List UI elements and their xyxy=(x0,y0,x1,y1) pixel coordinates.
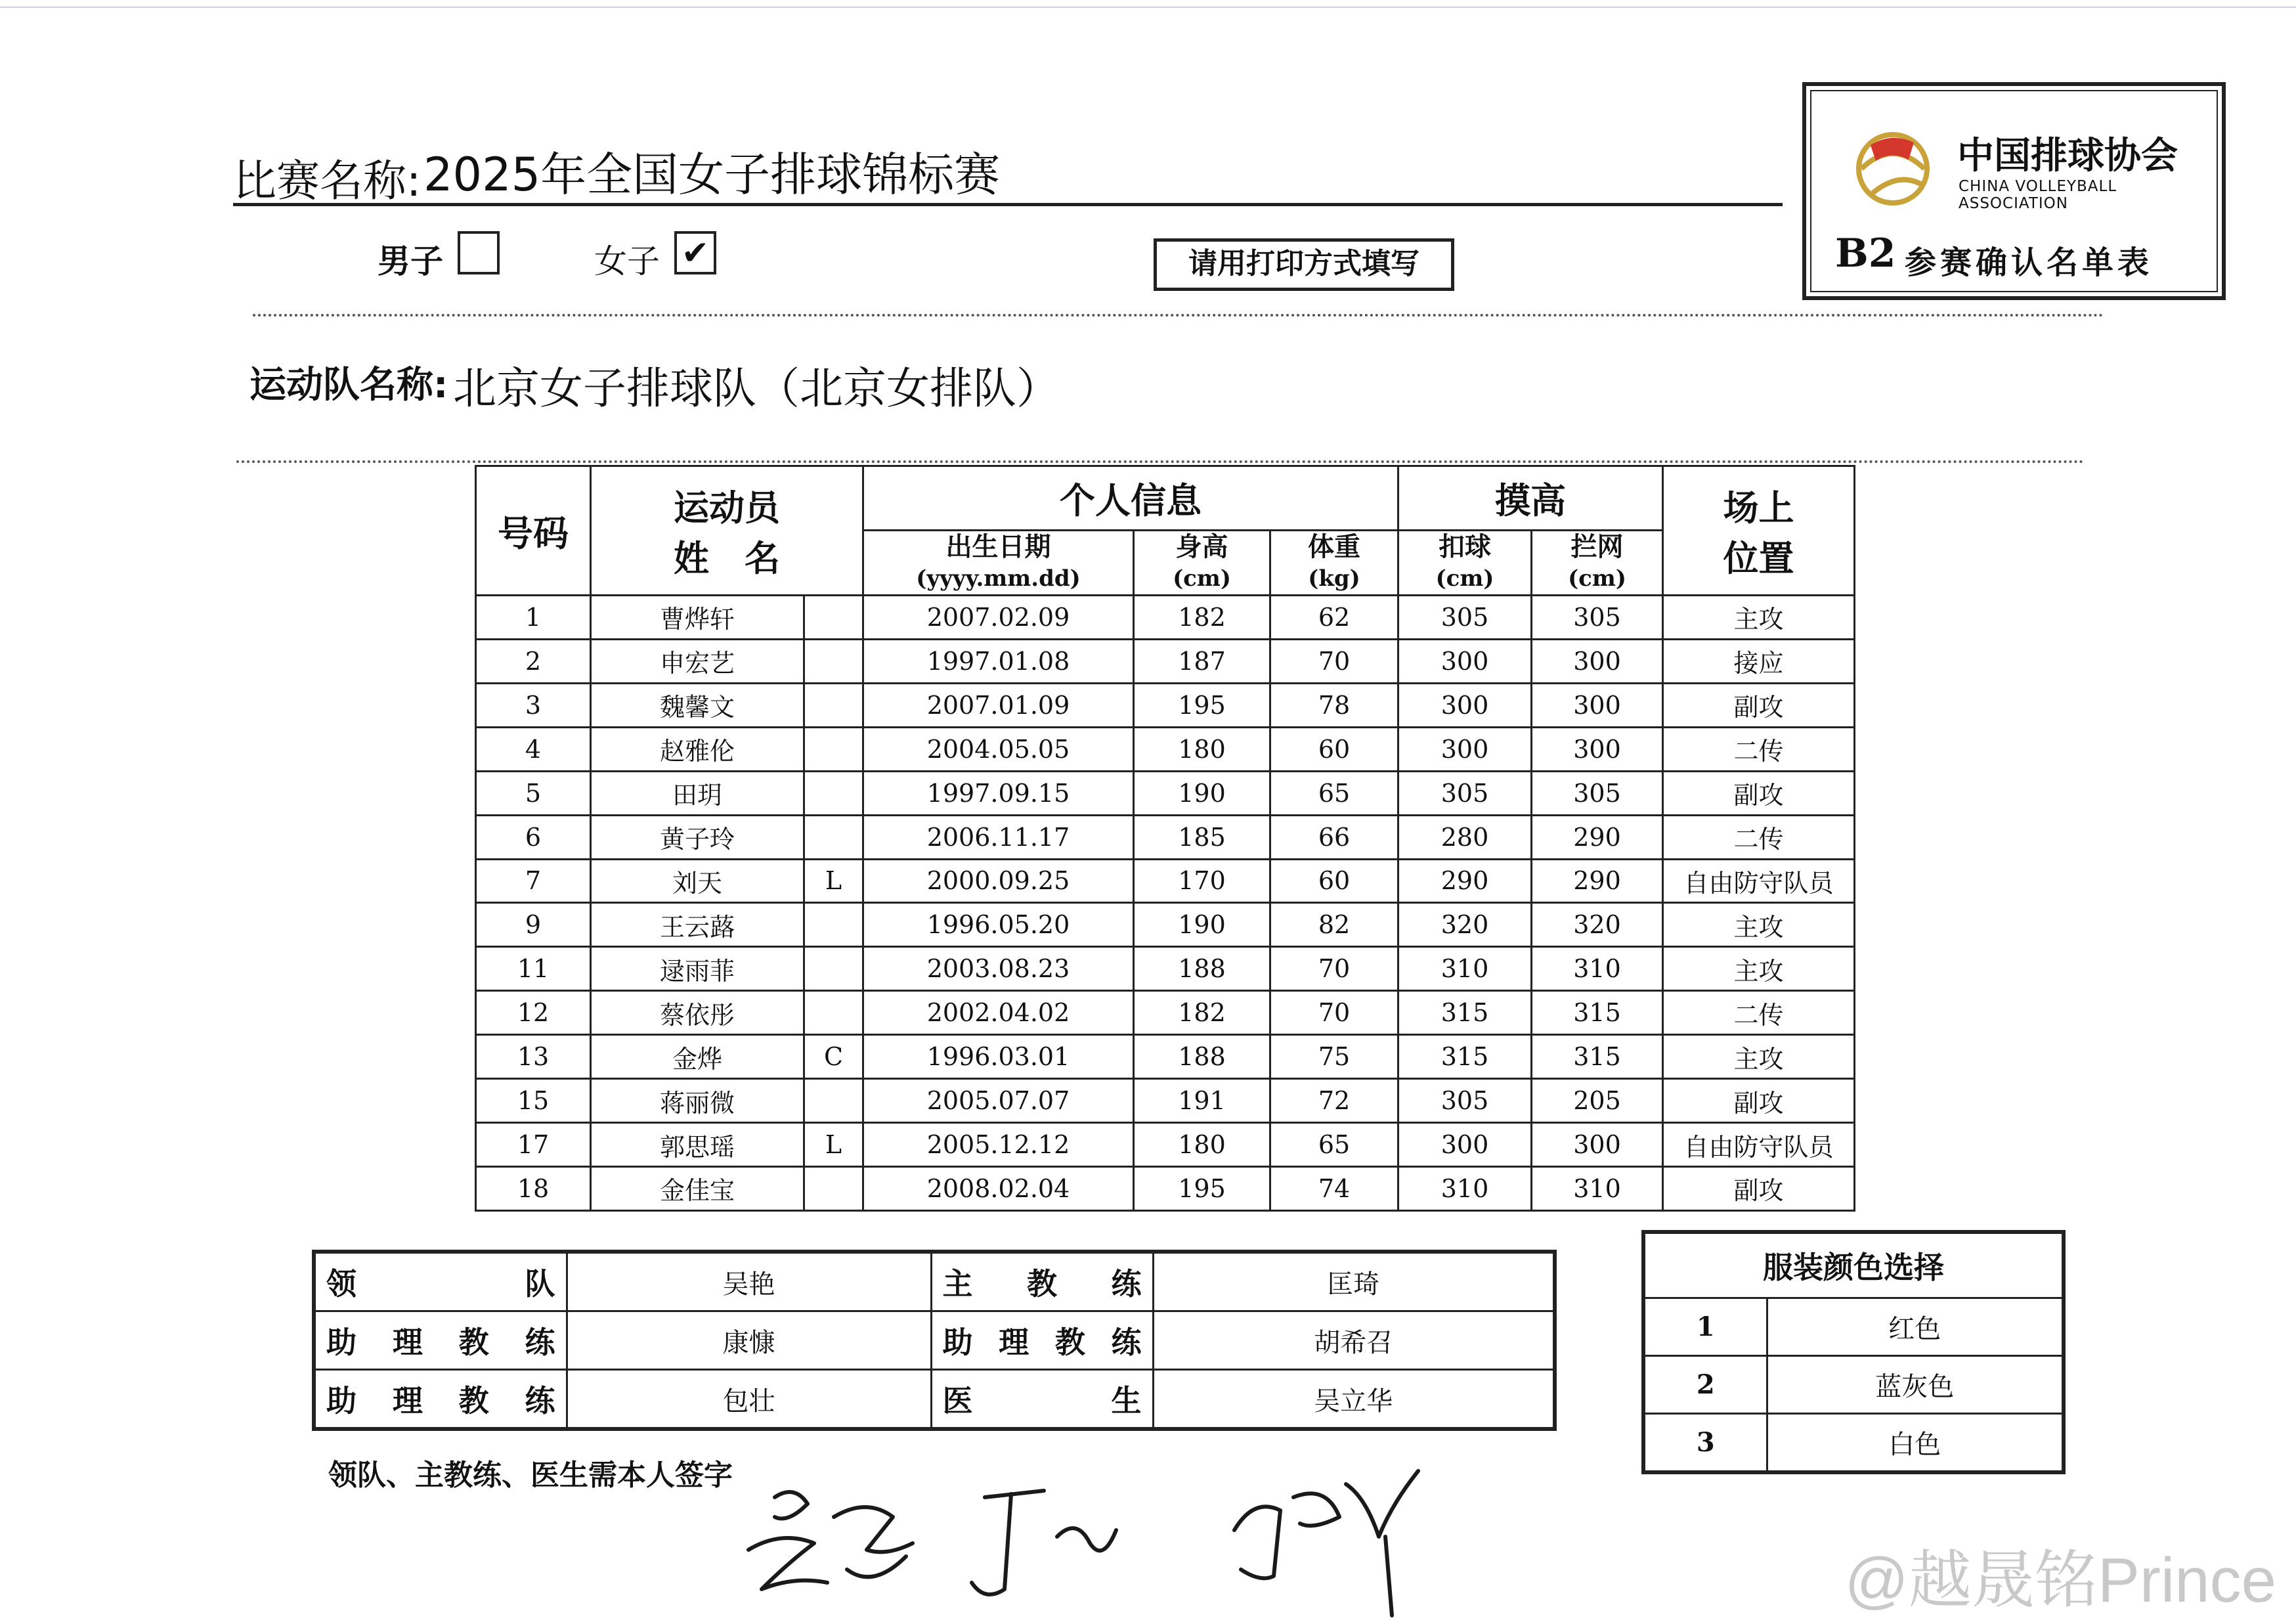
cell-name: 逯雨菲 xyxy=(591,947,804,991)
female-label: 女子 xyxy=(594,242,660,280)
cell-spike: 305 xyxy=(1398,771,1532,815)
table-row xyxy=(476,1035,1855,1079)
cell-height: 195 xyxy=(1134,1166,1270,1210)
table-row xyxy=(476,683,1855,727)
cell-height: 182 xyxy=(1134,991,1270,1035)
cell-name: 魏馨文 xyxy=(591,683,804,727)
header-spike-unit: (cm) xyxy=(1435,565,1494,592)
table-row xyxy=(476,903,1855,947)
cell-position: 副攻 xyxy=(1663,1079,1855,1123)
dotted-divider-2 xyxy=(236,460,2085,463)
cell-birth-date: 2008.02.04 xyxy=(863,1166,1134,1210)
header-personal-info: 个人信息 xyxy=(863,466,1398,531)
cell-birth-date: 2004.05.05 xyxy=(863,727,1134,771)
cell-block: 205 xyxy=(1532,1079,1663,1123)
cell-spike: 310 xyxy=(1398,1166,1532,1210)
header-height-label: 身高 xyxy=(1175,532,1228,562)
form-code: B2 xyxy=(1835,230,1896,276)
cell-birth-date: 2005.07.07 xyxy=(863,1079,1134,1123)
cell-spike: 300 xyxy=(1398,683,1532,727)
cell-position: 二传 xyxy=(1663,727,1855,771)
cell-birth-date: 2007.02.09 xyxy=(863,596,1134,640)
cell-weight: 82 xyxy=(1270,903,1398,947)
cell-height: 182 xyxy=(1134,596,1270,640)
header-athlete-line1: 运动员 xyxy=(674,487,780,529)
cell-position: 二传 xyxy=(1663,815,1855,859)
cell-spike: 290 xyxy=(1398,859,1532,903)
assistant-coach-1-label: 助理教练 xyxy=(314,1311,567,1370)
header-birth-format: (yyyy.mm.dd) xyxy=(916,565,1081,592)
cell-name: 黄子玲 xyxy=(591,815,804,859)
cell-height: 190 xyxy=(1134,771,1270,815)
leader-name: 吴艳 xyxy=(567,1252,931,1311)
table-row xyxy=(476,1166,1855,1210)
cell-position: 主攻 xyxy=(1663,903,1855,947)
cell-mark xyxy=(804,947,863,991)
header-number: 号码 xyxy=(476,466,591,596)
top-edge-line xyxy=(0,7,2296,8)
male-checkbox[interactable] xyxy=(458,231,500,274)
cell-mark: L xyxy=(804,1123,863,1167)
uniform-option-number: 1 xyxy=(1643,1298,1767,1356)
cell-position: 副攻 xyxy=(1663,683,1855,727)
header-block-label: 拦网 xyxy=(1570,532,1624,562)
table-row xyxy=(476,1079,1855,1123)
cell-birth-date: 1996.03.01 xyxy=(863,1035,1134,1079)
cell-name: 蒋丽微 xyxy=(591,1079,804,1123)
header-birth-date xyxy=(863,531,1134,596)
cell-block: 320 xyxy=(1532,903,1663,947)
cell-spike: 320 xyxy=(1398,903,1532,947)
cell-position: 副攻 xyxy=(1663,1166,1855,1210)
cell-position: 接应 xyxy=(1663,639,1855,683)
cell-spike: 315 xyxy=(1398,991,1532,1035)
cell-position: 副攻 xyxy=(1663,771,1855,815)
doctor-name: 吴立华 xyxy=(1153,1370,1555,1430)
roster-table xyxy=(475,465,1855,1212)
cell-weight: 65 xyxy=(1270,1123,1398,1167)
cell-position: 自由防守队员 xyxy=(1663,859,1855,903)
cell-height: 180 xyxy=(1134,727,1270,771)
cell-position: 二传 xyxy=(1663,991,1855,1035)
cell-name: 蔡依彤 xyxy=(591,991,804,1035)
uniform-option-color: 白色 xyxy=(1767,1413,2064,1472)
header-spike xyxy=(1398,531,1532,596)
cell-mark xyxy=(804,903,863,947)
header-height-unit: (cm) xyxy=(1173,565,1231,592)
assistant-coach-2-label: 助理教练 xyxy=(931,1311,1153,1370)
cell-position: 主攻 xyxy=(1663,1035,1855,1079)
table-row xyxy=(476,859,1855,903)
cell-height: 187 xyxy=(1134,639,1270,683)
cell-spike: 305 xyxy=(1398,596,1532,640)
cell-mark: C xyxy=(804,1035,863,1079)
cell-name: 金佳宝 xyxy=(591,1166,804,1210)
cell-weight: 74 xyxy=(1270,1166,1398,1210)
header-athlete-line2: 姓 名 xyxy=(674,538,780,579)
cell-weight: 70 xyxy=(1270,639,1398,683)
team-name: 北京女子排球队（北京女排队） xyxy=(453,363,1060,414)
cell-spike: 300 xyxy=(1398,1123,1532,1167)
dotted-divider-1 xyxy=(253,314,2104,317)
cell-birth-date: 2006.11.17 xyxy=(863,815,1134,859)
cell-number: 3 xyxy=(476,683,591,727)
cell-position: 主攻 xyxy=(1663,596,1855,640)
org-name-cn: 中国排球协会 xyxy=(1957,135,2178,177)
cell-block: 315 xyxy=(1532,1035,1663,1079)
cell-spike: 305 xyxy=(1398,1079,1532,1123)
cell-birth-date: 1997.01.08 xyxy=(863,639,1134,683)
cell-height: 185 xyxy=(1134,815,1270,859)
uniform-option-number: 2 xyxy=(1643,1355,1767,1413)
cell-mark xyxy=(804,727,863,771)
table-row xyxy=(476,727,1855,771)
cell-spike: 300 xyxy=(1398,727,1532,771)
cell-mark xyxy=(804,683,863,727)
leader-label: 领 队 xyxy=(314,1252,567,1311)
cell-weight: 72 xyxy=(1270,1079,1398,1123)
cell-name: 刘天 xyxy=(591,859,804,903)
head-coach-name: 匡琦 xyxy=(1153,1252,1555,1311)
cell-number: 7 xyxy=(476,859,591,903)
signature-note: 领队、主教练、医生需本人签字 xyxy=(328,1459,733,1492)
header-spike-label: 扣球 xyxy=(1439,532,1491,562)
header-weight xyxy=(1270,531,1398,596)
cell-name: 金烨 xyxy=(591,1035,804,1079)
cell-weight: 78 xyxy=(1270,683,1398,727)
cell-birth-date: 1996.05.20 xyxy=(863,903,1134,947)
cell-block: 315 xyxy=(1532,991,1663,1035)
cell-weight: 75 xyxy=(1270,1035,1398,1079)
competition-label: 比赛名称: xyxy=(233,156,422,206)
title-underline xyxy=(233,203,1783,206)
table-row xyxy=(476,771,1855,815)
cell-block: 305 xyxy=(1532,596,1663,640)
staff-table xyxy=(312,1250,1557,1431)
cell-block: 300 xyxy=(1532,1123,1663,1167)
uniform-option-number: 3 xyxy=(1643,1413,1767,1472)
cell-weight: 70 xyxy=(1270,947,1398,991)
female-checkbox[interactable]: ✔ xyxy=(674,231,716,274)
cell-weight: 66 xyxy=(1270,815,1398,859)
table-row xyxy=(476,639,1855,683)
cell-block: 300 xyxy=(1532,727,1663,771)
cell-mark xyxy=(804,991,863,1035)
cell-name: 申宏艺 xyxy=(591,639,804,683)
cell-number: 11 xyxy=(476,947,591,991)
cell-mark: L xyxy=(804,859,863,903)
cell-height: 190 xyxy=(1134,903,1270,947)
cell-number: 15 xyxy=(476,1079,591,1123)
cell-height: 191 xyxy=(1134,1079,1270,1123)
table-row xyxy=(476,596,1855,640)
print-notice: 请用打印方式填写 xyxy=(1154,238,1454,291)
cell-spike: 315 xyxy=(1398,1035,1532,1079)
uniform-option-color: 红色 xyxy=(1767,1298,2064,1356)
table-row xyxy=(476,815,1855,859)
cell-weight: 70 xyxy=(1270,991,1398,1035)
cell-height: 188 xyxy=(1134,1035,1270,1079)
assistant-coach-3-name: 包壮 xyxy=(567,1370,931,1430)
assistant-coach-3-label: 助理教练 xyxy=(314,1370,567,1430)
cell-position: 主攻 xyxy=(1663,947,1855,991)
cell-mark xyxy=(804,1166,863,1210)
roster-body xyxy=(476,596,1855,1211)
cell-block: 300 xyxy=(1532,683,1663,727)
cell-height: 180 xyxy=(1134,1123,1270,1167)
cell-spike: 280 xyxy=(1398,815,1532,859)
cell-name: 曹烨轩 xyxy=(591,596,804,640)
cell-birth-date: 1997.09.15 xyxy=(863,771,1134,815)
table-row xyxy=(476,947,1855,991)
org-name-en: CHINA VOLLEYBALL ASSOCIATION xyxy=(1959,178,2117,212)
cell-block: 290 xyxy=(1532,859,1663,903)
cell-birth-date: 2007.01.09 xyxy=(863,683,1134,727)
assistant-coach-1-name: 康慷 xyxy=(567,1311,931,1370)
cell-birth-date: 2000.09.25 xyxy=(863,859,1134,903)
header-position-line1: 场上 xyxy=(1723,487,1794,529)
cell-name: 郭思瑶 xyxy=(591,1123,804,1167)
cell-spike: 310 xyxy=(1398,947,1532,991)
cell-number: 1 xyxy=(476,596,591,640)
cell-number: 9 xyxy=(476,903,591,947)
watermark: @越晟铭Prince xyxy=(1844,1545,2276,1615)
cell-block: 300 xyxy=(1532,639,1663,683)
cell-weight: 62 xyxy=(1270,596,1398,640)
cell-mark xyxy=(804,771,863,815)
header-birth-label: 出生日期 xyxy=(945,532,1051,562)
cell-mark xyxy=(804,815,863,859)
head-coach-label: 主 教 练 xyxy=(931,1252,1153,1311)
uniform-option-color: 蓝灰色 xyxy=(1767,1355,2064,1413)
cell-block: 310 xyxy=(1532,947,1663,991)
handwritten-signatures xyxy=(735,1458,1484,1622)
header-reach: 摸高 xyxy=(1398,466,1663,531)
cell-birth-date: 2005.12.12 xyxy=(863,1123,1134,1167)
assistant-coach-2-name: 胡希召 xyxy=(1153,1311,1555,1370)
volleyball-logo-icon xyxy=(1846,125,1944,211)
doctor-label: 医 生 xyxy=(931,1370,1153,1430)
competition-name: 2025年全国女子排球锦标赛 xyxy=(423,148,1001,202)
cell-block: 310 xyxy=(1532,1166,1663,1210)
header-athlete-name xyxy=(591,466,863,596)
cell-spike: 300 xyxy=(1398,639,1532,683)
uniform-title: 服装颜色选择 xyxy=(1643,1232,2064,1298)
cell-number: 5 xyxy=(476,771,591,815)
cell-name: 王云蕗 xyxy=(591,903,804,947)
cell-weight: 60 xyxy=(1270,859,1398,903)
cell-position: 自由防守队员 xyxy=(1663,1123,1855,1167)
cell-height: 188 xyxy=(1134,947,1270,991)
cell-number: 2 xyxy=(476,639,591,683)
cell-weight: 60 xyxy=(1270,727,1398,771)
header-height xyxy=(1134,531,1270,596)
form-title: 参赛确认名单表 xyxy=(1905,244,2154,281)
header-block-unit: (cm) xyxy=(1568,565,1626,592)
table-row xyxy=(476,1123,1855,1167)
cell-number: 6 xyxy=(476,815,591,859)
logo-box xyxy=(1802,82,2226,300)
cell-birth-date: 2003.08.23 xyxy=(863,947,1134,991)
table-row xyxy=(476,991,1855,1035)
header-weight-label: 体重 xyxy=(1308,532,1360,562)
cell-height: 195 xyxy=(1134,683,1270,727)
cell-number: 12 xyxy=(476,991,591,1035)
uniform-color-table xyxy=(1641,1230,2066,1474)
header-weight-unit: (kg) xyxy=(1308,565,1360,592)
cell-number: 17 xyxy=(476,1123,591,1167)
cell-name: 田玥 xyxy=(591,771,804,815)
cell-name: 赵雅伦 xyxy=(591,727,804,771)
cell-mark xyxy=(804,639,863,683)
cell-weight: 65 xyxy=(1270,771,1398,815)
team-label: 运动队名称: xyxy=(249,364,448,406)
cell-mark xyxy=(804,596,863,640)
cell-block: 290 xyxy=(1532,815,1663,859)
header-position-line2: 位置 xyxy=(1723,538,1794,579)
cell-number: 13 xyxy=(476,1035,591,1079)
cell-block: 305 xyxy=(1532,771,1663,815)
cell-number: 4 xyxy=(476,727,591,771)
header-position xyxy=(1663,466,1855,596)
cell-number: 18 xyxy=(476,1166,591,1210)
cell-mark xyxy=(804,1079,863,1123)
cell-birth-date: 2002.04.02 xyxy=(863,991,1134,1035)
male-label: 男子 xyxy=(378,242,443,280)
header-block xyxy=(1532,531,1663,596)
cell-height: 170 xyxy=(1134,859,1270,903)
